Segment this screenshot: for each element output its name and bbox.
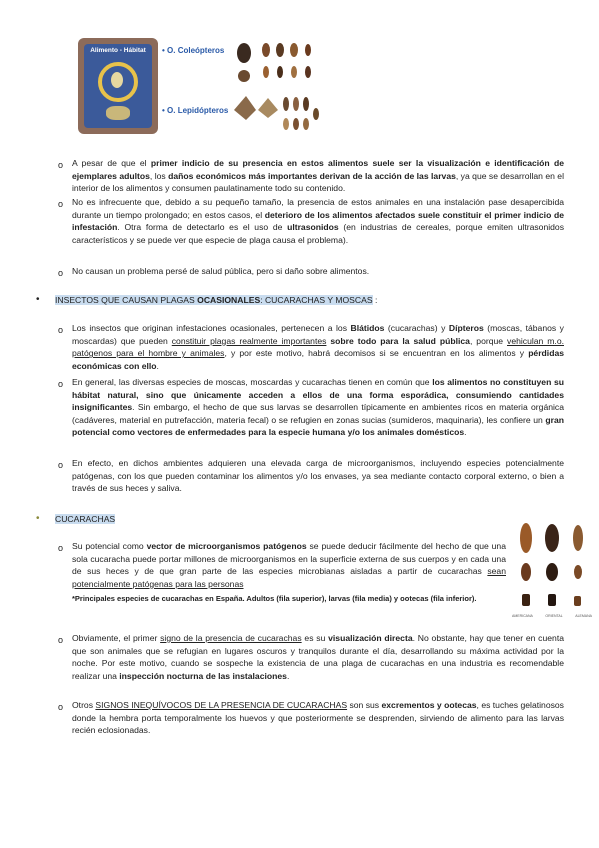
insect-figure-top xyxy=(78,38,323,138)
beetle-icon xyxy=(111,72,123,88)
bullet-circle: o xyxy=(58,702,64,712)
coleopteros-label: • O. Coleópteros xyxy=(162,46,225,55)
lepidopteros-label: • O. Lepidópteros xyxy=(162,106,229,115)
paragraph-microorganism-load: En efecto, en dichos ambientes adquieren una elevada carga de microorganismos, incluyendo especies potencialmente patógenas, con los que pueden contaminar los alimentos y/o los envases, ya sea mediante contacto corporal externo, o bien a través de sus heces y saliva. xyxy=(72,458,564,494)
beetle-specimens xyxy=(232,40,322,84)
bullet-circle: o xyxy=(58,379,64,389)
bullet-circle: o xyxy=(58,543,64,553)
food-habitat-label: Alimento - Hábitat xyxy=(90,47,146,54)
bullet-circle: o xyxy=(58,268,64,278)
heading-cucarachas: CUCARACHAS xyxy=(55,514,116,524)
paragraph-common-traits: En general, las diversas especies de moscas, moscardas y cucarachas tienen en común que los alimentos no constituyen su hábitat natural, sino que únicamente acceden a ellos de una forma esporádica, consumiendo cantidades insignificantes. Sin embargo, el hecho de que sus larvas se desarrollen típicamente en ambientes ricos en materia orgánica (cadáveres, material en putrefacción, materia fecal) o se refugien en zonas sucias (sumideros, maquinaria), les confiere un gran potencial como vectores de enfermedades para la especie humana y/o los animales domésticos. xyxy=(72,377,564,438)
paragraph-direct-visualization: Obviamente, el primer signo de la presencia de cucarachas es su visualización directa. No obstante, hay que tener en cuenta que son animales que se refugian en lugares oscuros y tranquilos durante el día, desarrollando su máxima actividad por la noche. Por este motivo, cuando se sospeche la existencia de una plaga de cucarachas en una industria es recomendable realizar una inspección nocturna de las instalaciones. xyxy=(72,633,564,681)
paragraph-adult-indicator: A pesar de que el primer indicio de su presencia en estos alimentos suele ser la visualización e identificación de ejemplares adultos, los daños económicos más importantes derivan de la acción de las larvas, ya que se desarrollan en el interior de los alimentos y consumen paulatinamente todo su contenido. xyxy=(72,158,564,194)
bullet-circle: o xyxy=(58,460,64,470)
heading-occasional-pests: INSECTOS QUE CAUSAN PLAGAS OCASIONALES: CUCARACHAS Y MOSCAS : xyxy=(55,295,378,305)
paragraph-excrements-ootecas: Otros SIGNOS INEQUÍVOCOS DE LA PRESENCIA DE CUCARACHAS son sus excrementos y ootecas, es tuches gelatinosos donde la hembra porta temporalmente los huevos y que posteriormente se desprenden, sirviendo de alimento para las larvas recién eclosionadas. xyxy=(72,700,564,736)
bullet-circle: o xyxy=(58,160,64,170)
figure-caption-cockroaches: *Principales especies de cucarachas en España. Adultos (fila superior), larvas (fila media) y ootecas (fila inferior). xyxy=(72,594,477,603)
paragraph-public-health: No causan un problema persé de salud pública, pero si daño sobre alimentos. xyxy=(72,266,370,276)
section-bullet: • xyxy=(36,513,40,524)
paragraph-small-size: No es infrecuente que, debido a su pequeño tamaño, la presencia de estos animales en una instalación pase desapercibida durante un tiempo prolongado; en estos casos, el deterioro de los alimentos afectados suele constituir el primer indicio de infestación. Otra forma de detectarlo es el uso de ultrasonidos (en industrias de cereales, porque emiten ultrasonidos característicos y se puede ver que especie de plaga causa el problema). xyxy=(72,197,564,245)
label-oriental: ORIENTAL xyxy=(545,614,563,618)
moth-icon xyxy=(106,106,130,120)
section-bullet: • xyxy=(36,294,40,305)
cockroach-specimens xyxy=(512,520,592,614)
bullet-circle: o xyxy=(58,635,64,645)
label-alemana: ALEMANA xyxy=(575,614,592,618)
food-habitat-panel xyxy=(78,38,158,134)
paragraph-vector-potential: Su potencial como vector de microorganismos patógenos se puede deducir fácilmente del hecho de que una sola cucaracha puede portar millones de microorganismos en la superficie externa de sus cuerpos y en cada una de sus heces y de que gran parte de las especies microbianas aisladas a partir de cucarachas sean potencialmente patógenas para las personas xyxy=(72,541,506,589)
paragraph-blatidos-dipteros: Los insectos que originan infestaciones ocasionales, pertenecen a los Blátidos (cucarachas) y Dípteros (moscas, tábanos y moscardas) que pueden constituir plagas realmente importantes sobre todo para la salud pública, porque vehiculan m.o. patógenos para el hombre y animales, y por este motivo, habrá decomisos si se encuentran en los alimentos y pérdidas económicas con ello. xyxy=(72,323,565,371)
bullet-circle: o xyxy=(58,199,64,209)
cockroach-figure xyxy=(512,520,592,624)
moth-specimens xyxy=(230,90,322,134)
bullet-circle: o xyxy=(58,325,64,335)
label-americana: AMERICANA xyxy=(512,614,533,618)
